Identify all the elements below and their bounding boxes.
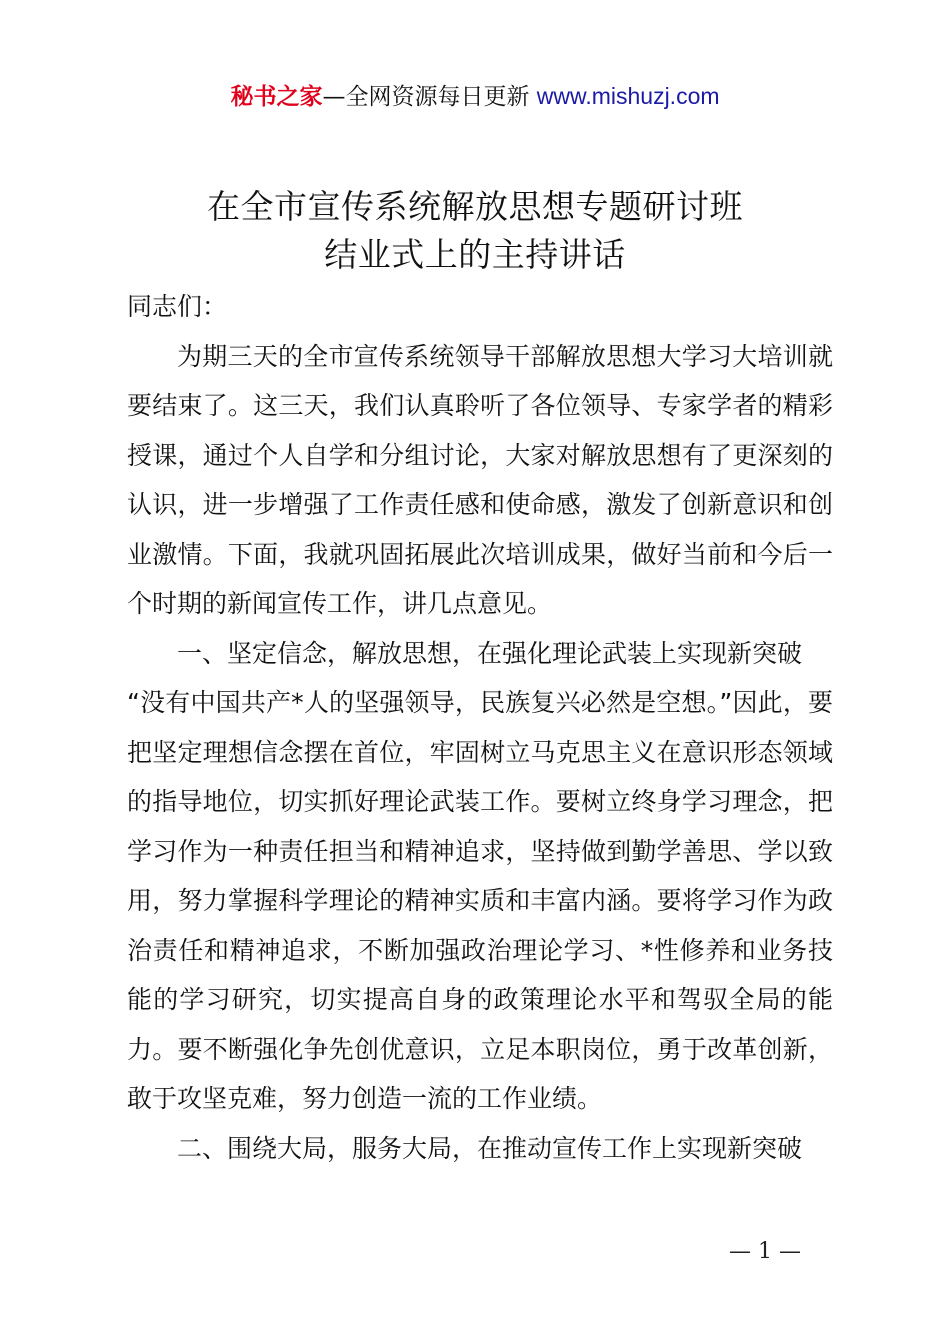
intro-paragraph: 为期三天的全市宣传系统领导干部解放思想大学习大培训就要结束了。这三天，我们认真聆听了各位领导、专家学者的精彩授课，通过个人自学和分组讨论，大家对解放思想有了更深刻的认识，进一步增强了工作责任感和使命感，激发了创新意识和创业激情。下面，我就巩固拓展此次培训成果，做好当前和今后一个时期的新闻宣传工作，讲几点意见。 (127, 341, 833, 618)
brand-name: 秘书之家 (230, 84, 323, 110)
salutation: 同志们： (127, 292, 228, 321)
page-number: — 1 — (729, 1239, 801, 1264)
title-line-2: 结业式上的主持讲话 (324, 235, 626, 274)
header-tagline: —全网资源每日更新 (322, 84, 537, 110)
site-url-link[interactable]: www.mishuzj.com (536, 83, 720, 109)
section-1-paragraph: “没有中国共产*人的坚强领导，民族复兴必然是空想。”因此，要把坚定理想信念摆在首位，牢固树立马克思主义在意识形态领域的指导地位，切实抓好理论武装工作。要树立终身学习理念，把学习作为一种责任担当和精神追求，坚持做到勤学善思、学以致用，努力掌握科学理论的精神实质和丰富内涵。要将学习作为政治责任和精神追求，不断加强政治理论学习、*性修养和业务技能的学习研究，切实提高自身的政策理论水平和驾驭全局的能力。要不断强化争先创优意识，立足本职岗位，勇于改革创新，敢于攻坚克难，努力创造一流的工作业绩。 (127, 688, 833, 1113)
title-line-1: 在全市宣传系统解放思想专题研讨班 (207, 187, 743, 226)
section-heading-1: 一、坚定信念，解放思想，在强化理论武装上实现新突破 (177, 638, 803, 668)
document-body (127, 282, 833, 1173)
section-heading-2: 二、围绕大局，服务大局，在推动宣传工作上实现新突破 (177, 1133, 803, 1163)
site-header (0, 78, 950, 115)
document-title (0, 183, 950, 279)
